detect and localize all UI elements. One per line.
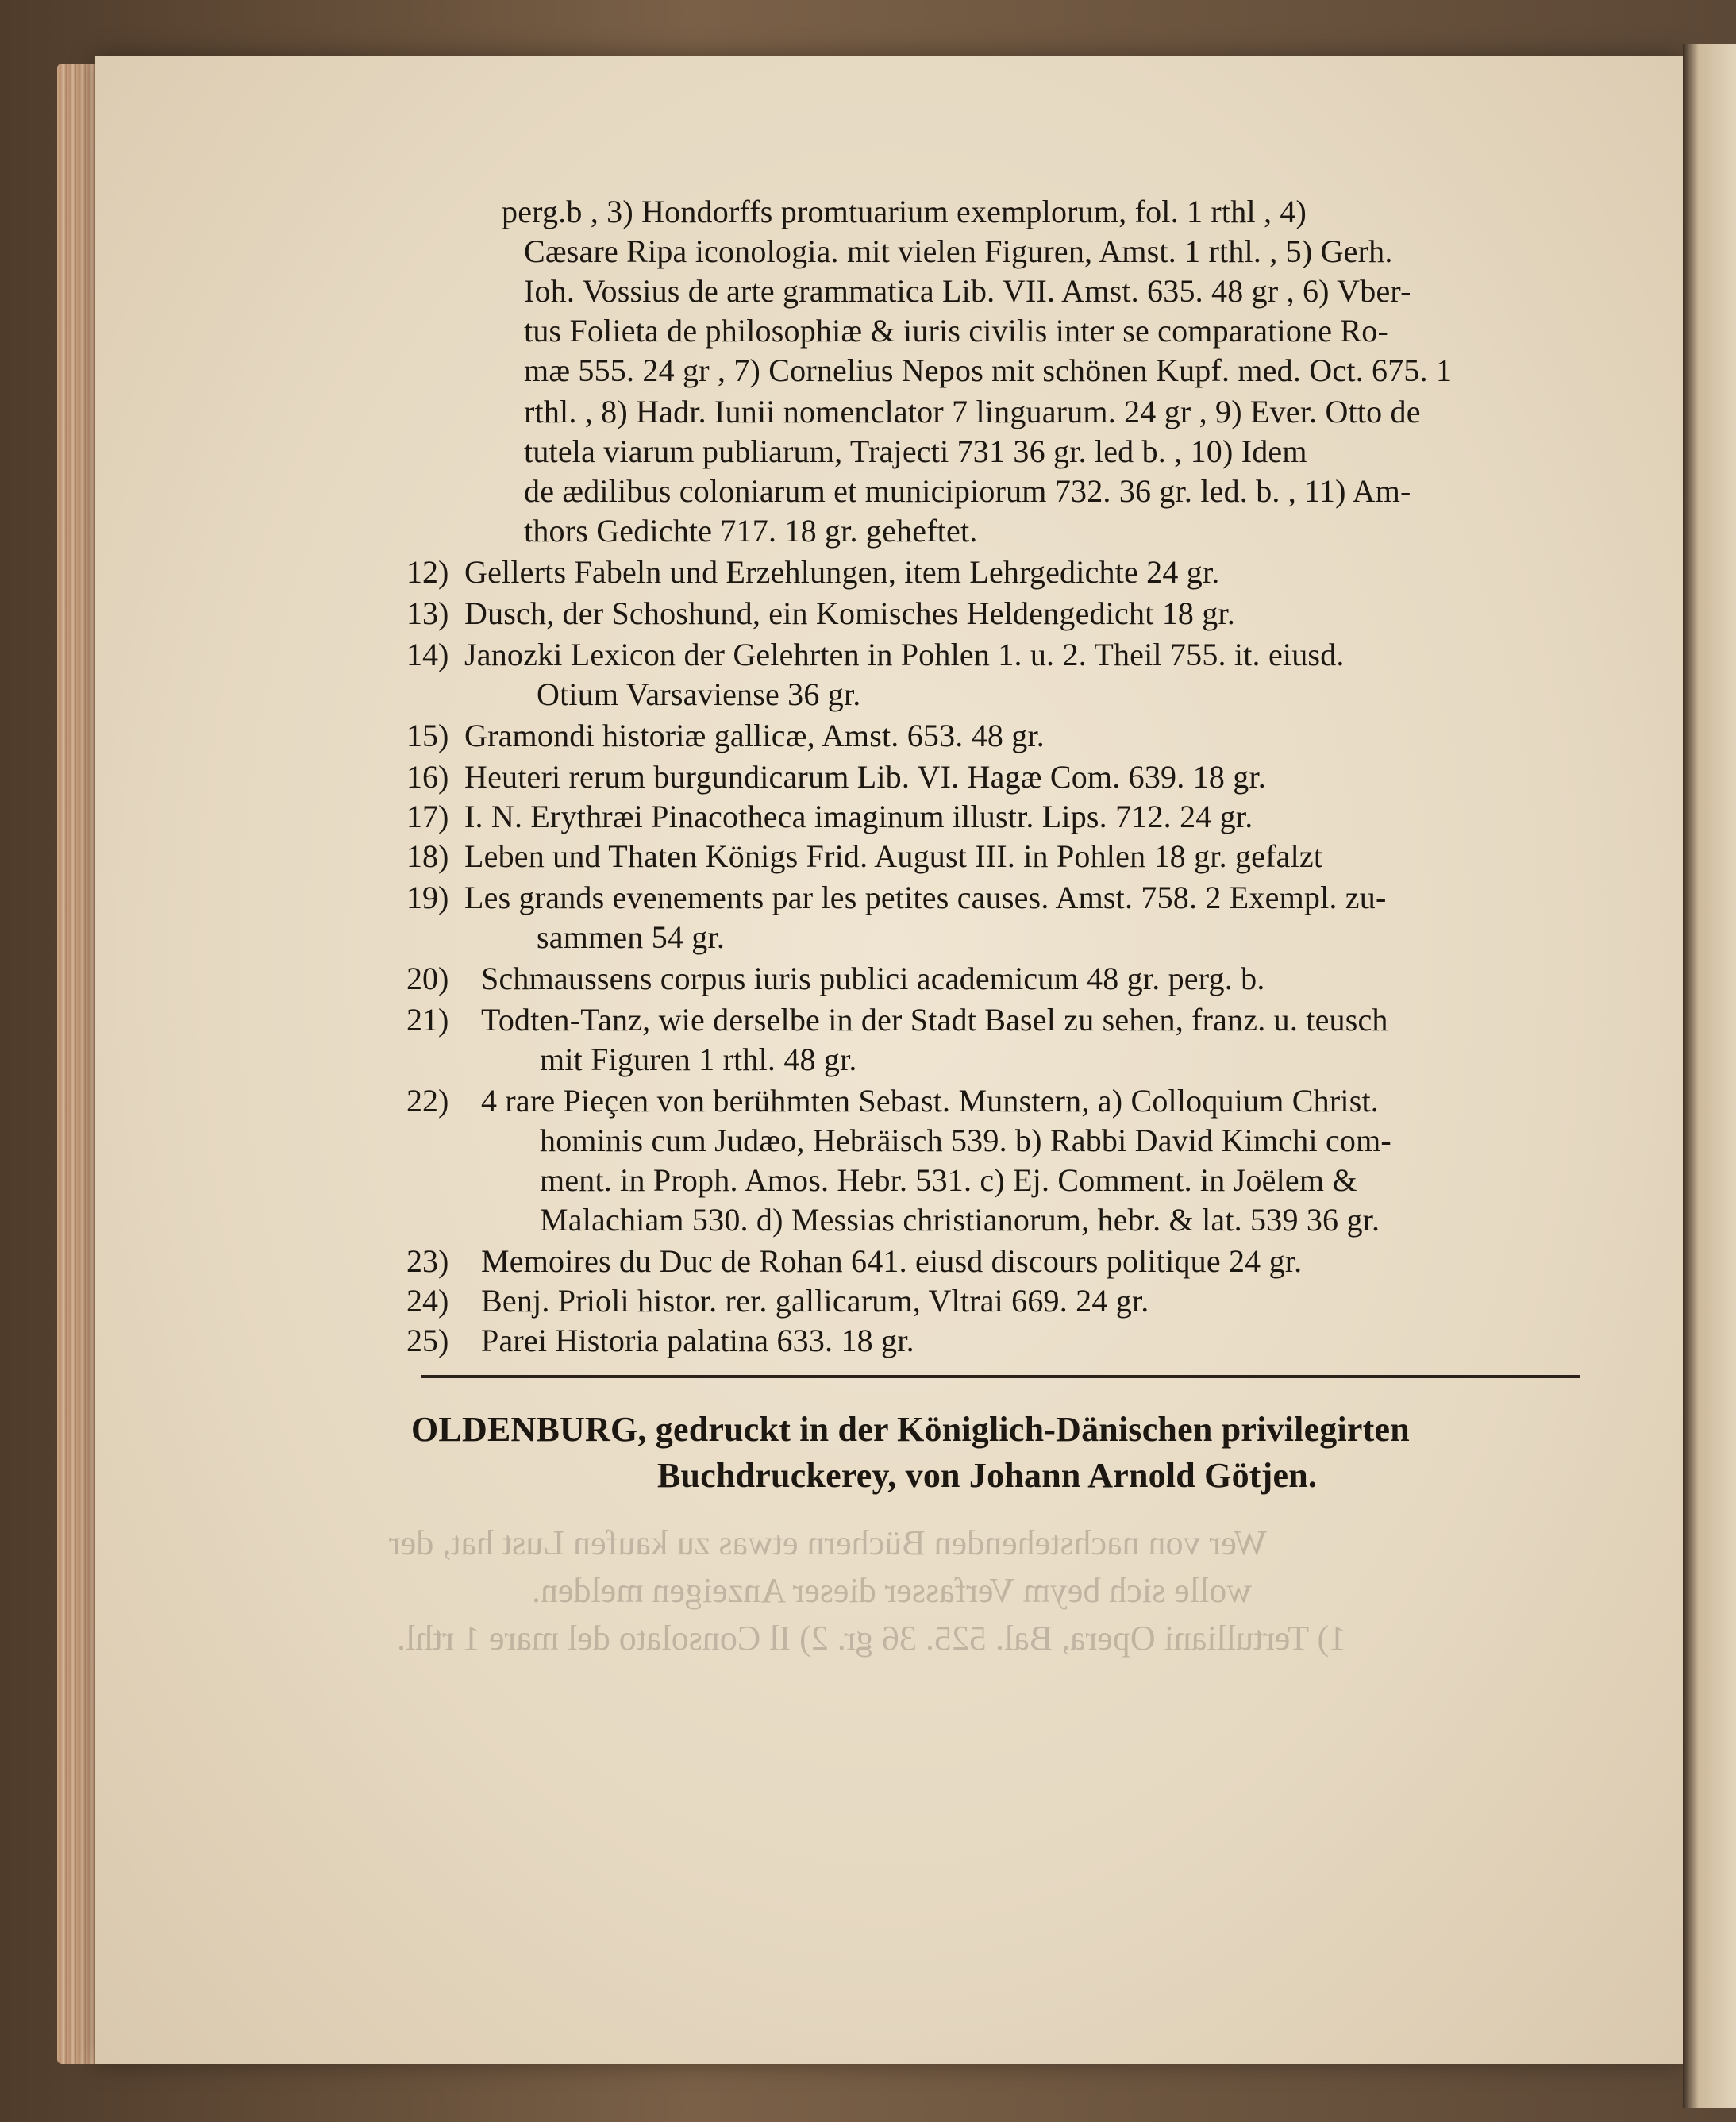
entry-text: Gramondi historiæ gallicæ, Amst. 653. 48 gr. bbox=[464, 718, 1045, 753]
entry-text: 4 rare Pieçen von berühmten Sebast. Munstern, a) Colloquium Christ. bbox=[481, 1083, 1379, 1119]
entry-number: 18) bbox=[406, 838, 449, 874]
entry-number: 19) bbox=[406, 880, 449, 915]
imprint-line: Buchdruckerey, von Johann Arnold Götjen. bbox=[657, 1456, 1318, 1495]
catalogue-line: Ioh. Vossius de arte grammatica Lib. VII. Amst. 635. 48 gr , 6) Vber- bbox=[524, 273, 1411, 309]
entry-number: 16) bbox=[406, 759, 449, 795]
entry-number: 22) bbox=[406, 1083, 449, 1119]
show-through-line: wolle sich beym Verfasser dieser Anzeigen melden. bbox=[532, 1571, 1253, 1610]
catalogue-line: tus Folieta de philosophiæ & iuris civilis inter se comparatione Ro- bbox=[524, 313, 1389, 349]
entry-text: Memoires du Duc de Rohan 641. eiusd discours politique 24 gr. bbox=[481, 1243, 1303, 1279]
entry-text: Benj. Prioli histor. rer. gallicarum, Vltrai 669. 24 gr. bbox=[481, 1283, 1149, 1319]
entry-number: 12) bbox=[406, 554, 449, 590]
catalogue-line: mæ 555. 24 gr , 7) Cornelius Nepos mit schönen Kupf. med. Oct. 675. 1 bbox=[524, 352, 1453, 388]
entry-text: Parei Historia palatina 633. 18 gr. bbox=[481, 1323, 914, 1358]
entry-number: 15) bbox=[406, 718, 449, 753]
entry-text: Dusch, der Schoshund, ein Komisches Heldengedicht 18 gr. bbox=[464, 595, 1236, 631]
entry-text: ment. in Proph. Amos. Hebr. 531. c) Ej. Comment. in Joëlem & bbox=[540, 1162, 1357, 1198]
catalogue-line: rthl. , 8) Hadr. Iunii nomenclator 7 linguarum. 24 gr , 9) Ever. Otto de bbox=[524, 394, 1421, 429]
entry-text: Otium Varsaviense 36 gr. bbox=[537, 676, 861, 712]
entry-number: 24) bbox=[406, 1283, 449, 1319]
divider-rule bbox=[421, 1375, 1580, 1378]
entry-number: 21) bbox=[406, 1002, 449, 1038]
entry-number: 17) bbox=[406, 799, 449, 834]
entry-text: Gellerts Fabeln und Erzehlungen, item Lehrgedichte 24 gr. bbox=[464, 554, 1220, 590]
imprint-line: OLDENBURG, gedruckt in der Königlich-Dänischen privilegirten bbox=[411, 1410, 1410, 1449]
entry-text: Janozki Lexicon der Gelehrten in Pohlen 1. u. 2. Theil 755. it. eiusd. bbox=[464, 637, 1345, 672]
entry-text: Schmaussens corpus iuris publici academicum 48 gr. perg. b. bbox=[481, 961, 1265, 996]
entry-number: 14) bbox=[406, 637, 449, 672]
entry-number: 25) bbox=[406, 1323, 449, 1358]
entry-text: Todten-Tanz, wie derselbe in der Stadt Basel zu sehen, franz. u. teusch bbox=[481, 1002, 1388, 1038]
entry-text: hominis cum Judæo, Hebräisch 539. b) Rabbi David Kimchi com- bbox=[540, 1123, 1391, 1158]
entry-text: Malachiam 530. d) Messias christianorum, hebr. & lat. 539 36 gr. bbox=[540, 1202, 1380, 1238]
catalogue-line: perg.b , 3) Hondorffs promtuarium exemplorum, fol. 1 rthl , 4) bbox=[502, 194, 1307, 229]
catalogue-line: de ædilibus coloniarum et municipiorum 732. 36 gr. led. b. , 11) Am- bbox=[524, 473, 1411, 509]
entry-number: 23) bbox=[406, 1243, 449, 1279]
entry-number: 13) bbox=[406, 595, 449, 631]
entry-text: Leben und Thaten Königs Frid. August III. in Pohlen 18 gr. gefalzt bbox=[464, 838, 1323, 874]
catalogue-line: Cæsare Ripa iconologia. mit vielen Figuren, Amst. 1 rthl. , 5) Gerh. bbox=[524, 233, 1393, 269]
entry-text: Les grands evenements par les petites causes. Amst. 758. 2 Exempl. zu- bbox=[464, 880, 1387, 915]
show-through-line: 1) Tertulliani Opera, Bal. 525. 36 gr. 2) Il Consolato del mare 1 rthl. bbox=[397, 1619, 1347, 1658]
show-through-line: Wer von nachstehenden Büchern etwas zu kaufen Lust hat, der bbox=[389, 1523, 1267, 1562]
entry-number: 20) bbox=[406, 961, 449, 996]
entry-text: Heuteri rerum burgundicarum Lib. VI. Hagæ Com. 639. 18 gr. bbox=[464, 759, 1266, 795]
catalogue-line: tutela viarum publiarum, Trajecti 731 36 gr. led b. , 10) Idem bbox=[524, 433, 1307, 469]
entry-text: mit Figuren 1 rthl. 48 gr. bbox=[540, 1042, 857, 1077]
entry-text: sammen 54 gr. bbox=[537, 919, 726, 955]
catalogue-line: thors Gedichte 717. 18 gr. geheftet. bbox=[524, 513, 978, 549]
entry-text: I. N. Erythræi Pinacotheca imaginum illustr. Lips. 712. 24 gr. bbox=[464, 799, 1253, 834]
